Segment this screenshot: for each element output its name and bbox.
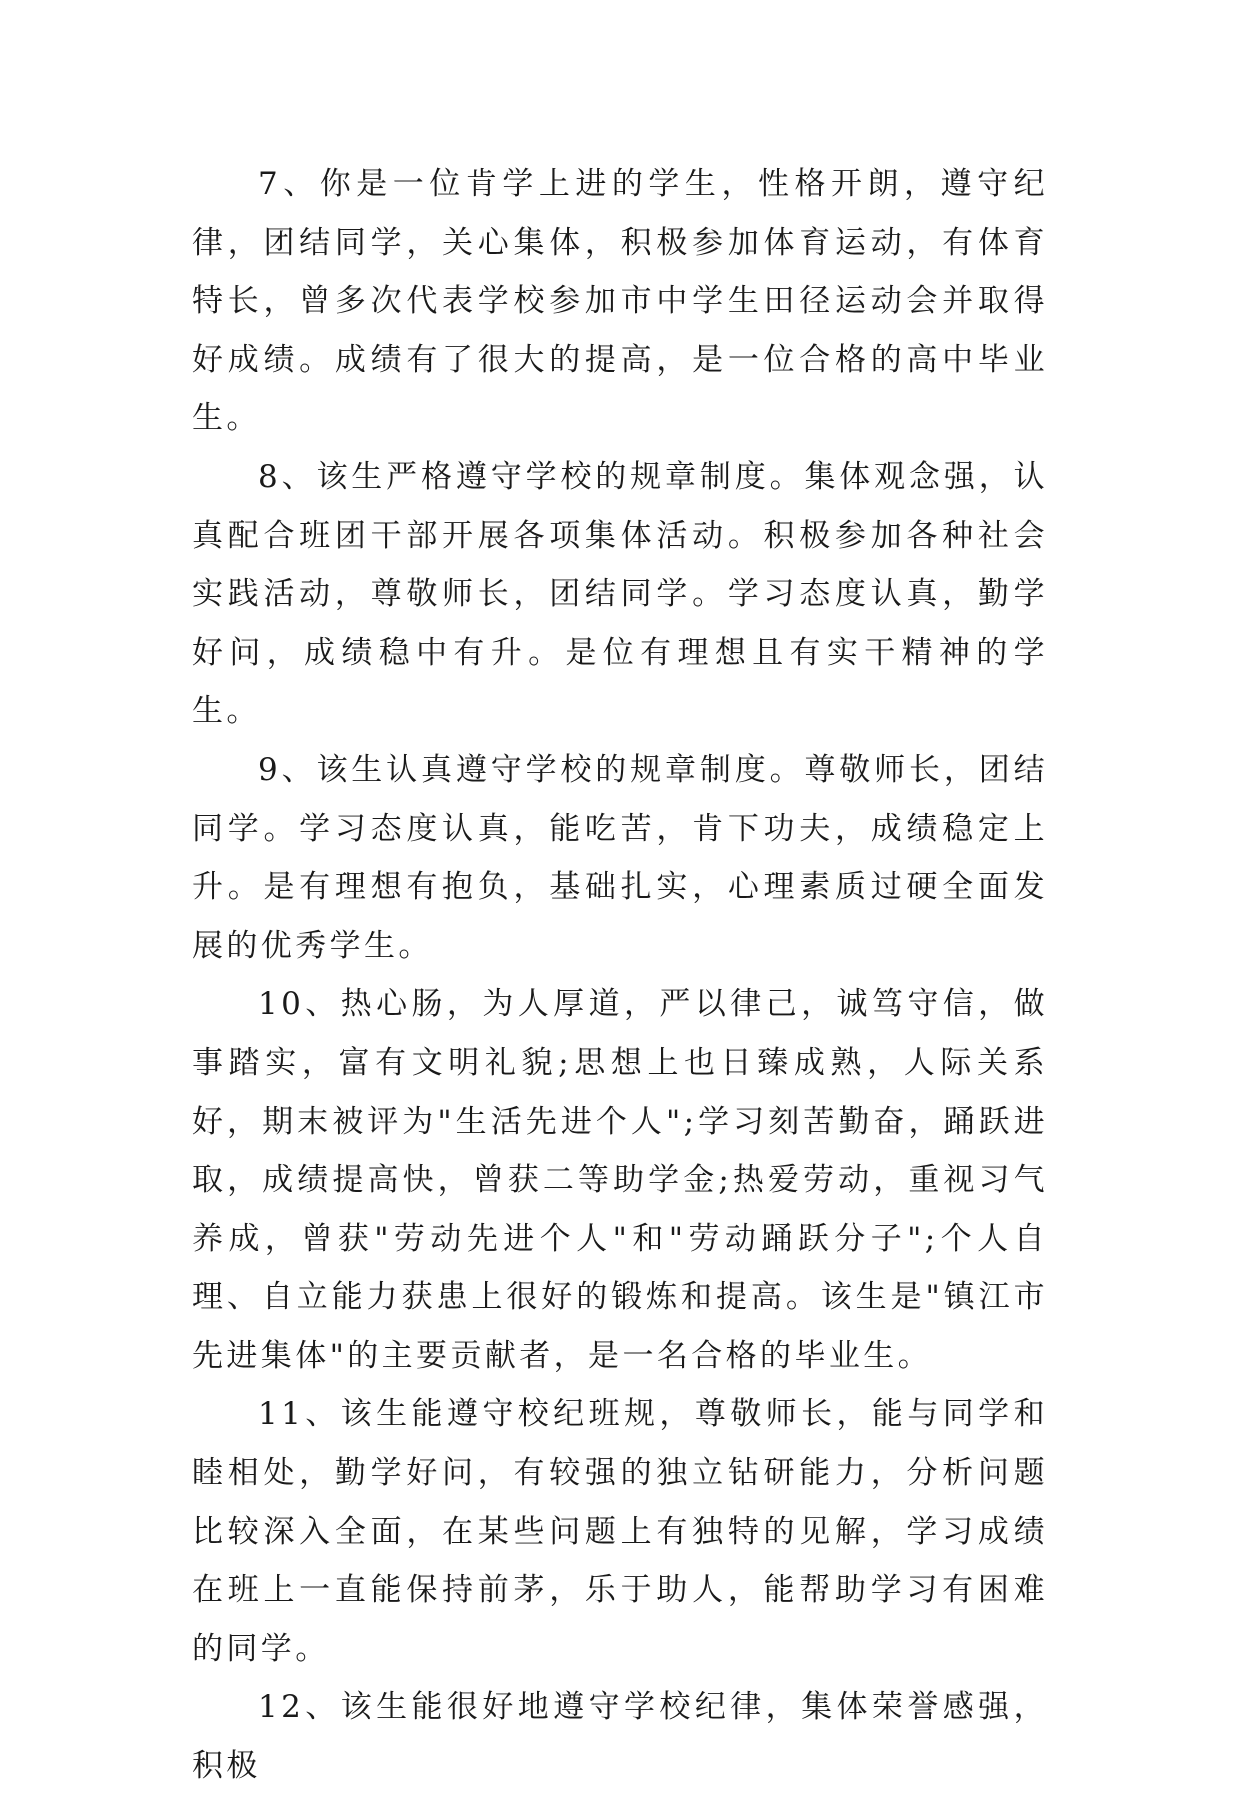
comment-paragraph-10: 10、热心肠，为人厚道，严以律己，诚笃守信，做事踏实，富有文明礼貌;思想上也日臻成熟，人际关系好，期末被评为"生活先进个人";学习刻苦勤奋，踊跃进取，成绩提高快，曾获二等助学金;热爱劳动，重视习气养成，曾获"劳动先进个人"和"劳动踊跃分子";个人自理、自立能力获患上很好的锻炼和提高。该生是"镇江市先进集体"的主要贡献者，是一名合格的毕业生。 — [192, 986, 1048, 1374]
document-body — [192, 155, 1048, 1796]
comment-paragraph-12: 12、该生能很好地遵守学校纪律，集体荣誉感强，积极 — [192, 1689, 1048, 1785]
comment-paragraph-8: 8、该生严格遵守学校的规章制度。集体观念强，认真配合班团干部开展各项集体活动。积极参加各种社会实践活动，尊敬师长，团结同学。学习态度认真，勤学好问，成绩稳中有升。是位有理想且有实干精神的学生。 — [192, 458, 1048, 730]
comment-paragraph-9: 9、该生认真遵守学校的规章制度。尊敬师长，团结同学。学习态度认真，能吃苦，肯下功夫，成绩稳定上升。是有理想有抱负，基础扎实，心理素质过硬全面发展的优秀学生。 — [192, 751, 1048, 964]
comment-paragraph-11: 11、该生能遵守校纪班规，尊敬师长，能与同学和睦相处，勤学好问，有较强的独立钻研能力，分析问题比较深入全面，在某些问题上有独特的见解，学习成绩在班上一直能保持前茅，乐于助人，能帮助学习有困难的同学。 — [192, 1396, 1048, 1667]
comment-paragraph-7: 7、你是一位肯学上进的学生，性格开朗，遵守纪律，团结同学，关心集体，积极参加体育运动，有体育特长，曾多次代表学校参加市中学生田径运动会并取得好成绩。成绩有了很大的提高，是一位合格的高中毕业生。 — [192, 166, 1048, 437]
